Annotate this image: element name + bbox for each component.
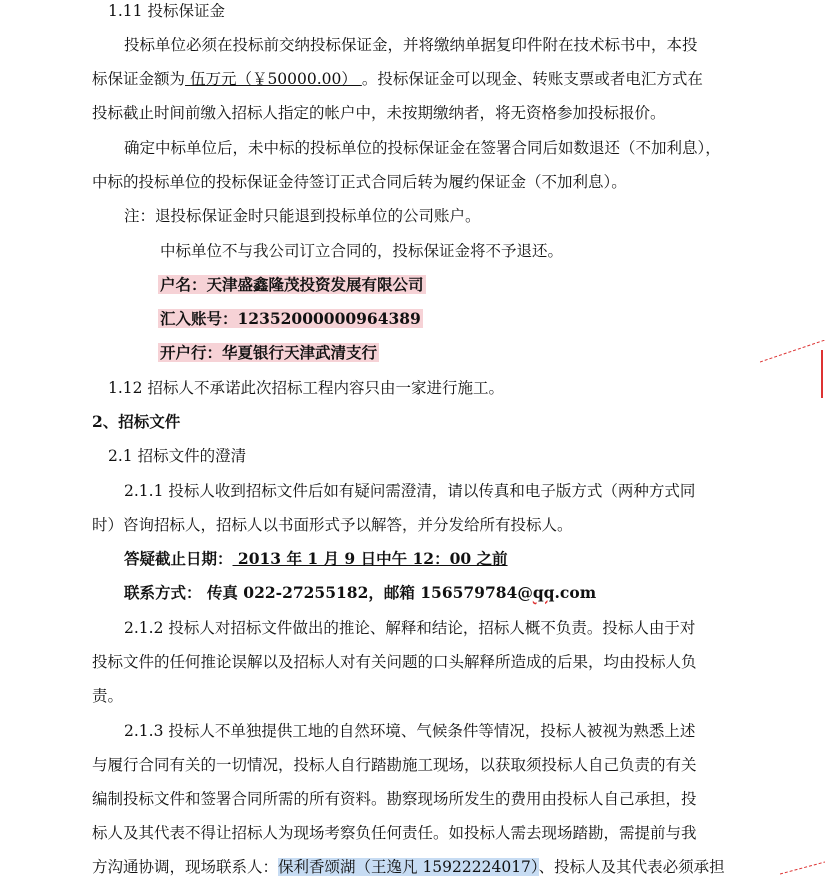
note-line: 中标单位不与我公司订立合同的，投标保证金将不予退还。 xyxy=(160,242,564,260)
text-span: 、投标人及其代表必须承担 xyxy=(538,858,725,876)
paragraph-line xyxy=(92,856,725,878)
paragraph-line: 责。 xyxy=(92,687,124,705)
section-heading-2-1: 2.1 招标文件的澄清 xyxy=(108,447,247,465)
paragraph-line: 标人及其代表不得让招标人为现场考察负任何责任。如投标人需去现场踏勘，需提前与我 xyxy=(92,824,697,842)
deadline-value: 2013 年 1 月 9 日中午 12：00 之前 xyxy=(232,549,508,568)
section-heading-1-11: 1.11 投标保证金 xyxy=(108,2,225,20)
account-name xyxy=(158,274,426,296)
paragraph-line: 2.1.2 投标人对招标文件做出的推论、解释和结论，招标人概不负责。投标人由于对 xyxy=(124,619,696,637)
contact-text: .com xyxy=(554,583,597,602)
section-heading-2: 2、招标文件 xyxy=(92,412,181,431)
deadline-label: 答疑截止日期： xyxy=(124,549,233,568)
paragraph-line: 确定中标单位后，未中标的投标单位的投标保证金在签署合同后如数退还（不加利息）， xyxy=(124,139,721,157)
text-span: 方沟通协调，现场联系人： xyxy=(92,858,279,876)
text-span: 标保证金额为 xyxy=(92,70,186,88)
email-domain: qq xyxy=(532,583,555,602)
paragraph-line: 投标文件的任何推论误解以及招标人对有关问题的口头解释所造成的后果，均由投标人负 xyxy=(92,653,697,671)
highlight: 户名：天津盛鑫隆茂投资发展有限公司 xyxy=(160,275,424,294)
paragraph-line: 中标的投标单位的投标保证金待签订正式合同后转为履约保证金（不加利息）。 xyxy=(92,173,627,191)
contact-text: 联系方式： 传真 022-27255182，邮箱 156579784@ xyxy=(124,583,533,602)
account-number xyxy=(158,308,423,330)
selected-contact: 保利香颂湖（王逸凡 15922224017） xyxy=(278,858,539,876)
deposit-amount: 伍万元（￥50000.00） xyxy=(185,70,362,88)
paragraph-line: 2.1.3 投标人不单独提供工地的自然环境、气候条件等情况，投标人被视为熟悉上述 xyxy=(124,722,696,740)
paragraph-line: 2.1.1 投标人收到招标文件后如有疑问需澄清，请以传真和电子版方式（两种方式同 xyxy=(124,482,696,500)
section-heading-1-12: 1.12 招标人不承诺此次招标工程内容只由一家进行施工。 xyxy=(108,379,504,397)
paragraph-line xyxy=(92,68,703,90)
highlight: 汇入账号：12352000000964389 xyxy=(160,309,421,328)
paragraph-line: 时）咨询招标人，招标人以书面形式予以解答，并分发给所有投标人。 xyxy=(92,516,573,534)
note-line: 注：退投标保证金时只能退到投标单位的公司账户。 xyxy=(124,207,481,225)
highlight: 开户行：华夏银行天津武清支行 xyxy=(160,343,378,362)
contact-line xyxy=(124,582,596,604)
paragraph-line: 编制投标文件和签署合同所需的所有资料。勘察现场所发生的费用由投标人自己承担，投 xyxy=(92,790,697,808)
bank-name xyxy=(158,342,379,364)
text-span: 。投标保证金可以现金、转账支票或者电汇方式在 xyxy=(361,70,703,88)
paragraph-line: 投标截止时间前缴入招标人指定的帐户中，未按期缴纳者，将无资格参加投标报价。 xyxy=(92,104,666,122)
revision-marker xyxy=(780,860,825,880)
paragraph-line: 与履行合同有关的一切情况，投标人自行踏勘施工现场，以获取须投标人自己负责的有关 xyxy=(92,756,697,774)
revision-marker xyxy=(760,340,825,400)
paragraph-line: 投标单位必须在投标前交纳投标保证金，并将缴纳单据复印件附在技术标书中，本投 xyxy=(124,36,698,54)
deadline-line xyxy=(124,548,508,570)
